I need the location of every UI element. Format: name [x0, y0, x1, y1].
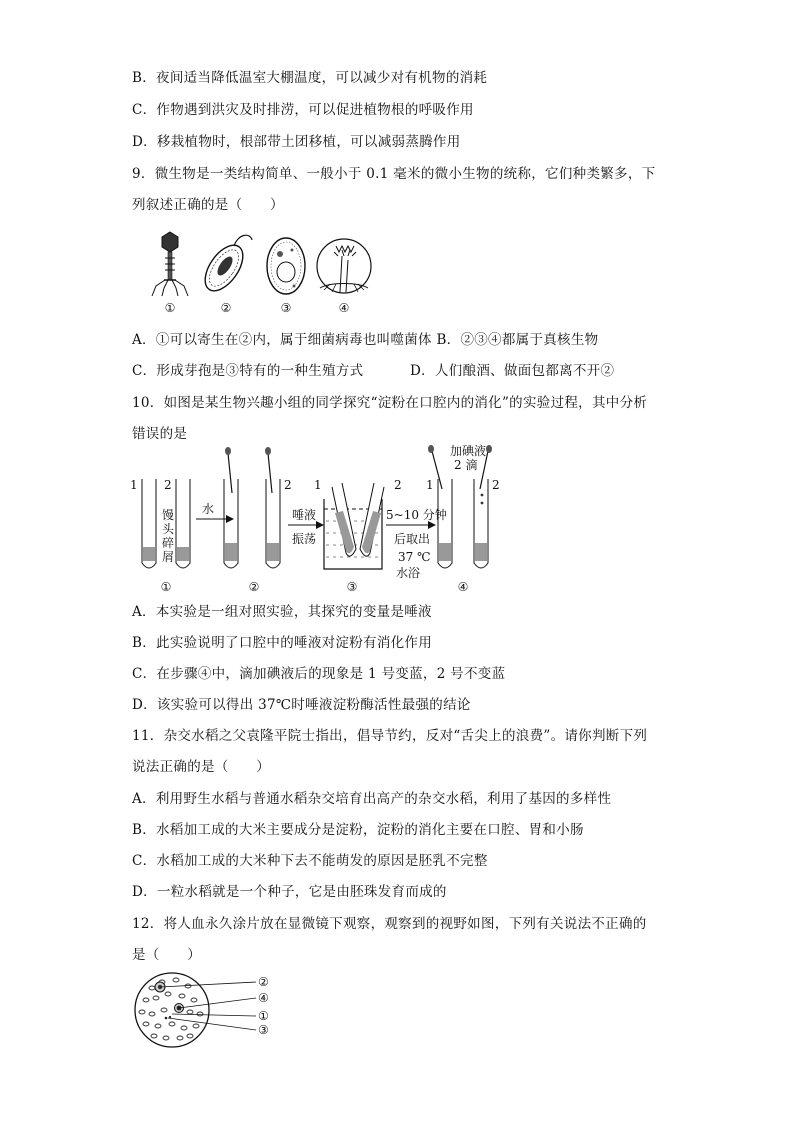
q11-option-a: A．利用野生水稻与普通水稻杂交培育出高产的杂交水稻，利用了基因的多样性: [132, 791, 612, 807]
q9-label-2: ②: [220, 301, 232, 315]
step2-tubes: [224, 447, 292, 594]
q12-blood-smear-figure: [132, 970, 280, 1050]
mold-drawing: [317, 239, 371, 293]
step3-water-bath: [314, 478, 402, 594]
step-label-2: ②: [248, 580, 260, 594]
q10-experiment-figure: [128, 443, 510, 595]
q8-option-d: D．移栽植物时，根部带土团移植，可以减弱蒸腾作用: [132, 134, 461, 150]
step-label-1: ①: [160, 580, 172, 594]
q12-stem-line1: 12．将人血永久涂片放在显微镜下观察，观察到的视野如图，下列有关说法不正确的: [132, 916, 647, 932]
bacteriophage-drawing: [152, 232, 188, 296]
q11-option-b: B．水稻加工成的大米主要成分是淀粉，淀粉的消化主要在口腔、胃和小肠: [132, 822, 584, 838]
time-label: 5~10 分钟: [386, 508, 447, 522]
iodine-drops-label: 2 滴: [454, 458, 478, 472]
step3-tube-label-2: 2: [394, 478, 402, 492]
q9-label-4: ④: [338, 301, 350, 315]
q11-option-d: D．一粒水稻就是一个种子，它是由胚珠发育而成的: [132, 884, 447, 900]
q8-option-c: C．作物遇到洪灾及时排涝，可以促进植物根的呼吸作用: [132, 102, 474, 118]
q11-option-c: C．水稻加工成的大米种下去不能萌发的原因是胚乳不完整: [132, 853, 488, 869]
mantou-char-1: 馒: [162, 508, 175, 522]
q9-stem-line1: 9．微生物是一类结构简单、一般小于 0.1 毫米的微小生物的统称，它们种类繁多，下: [132, 166, 656, 182]
step-label-3: ③: [346, 580, 358, 594]
q12-label-2: ②: [258, 975, 269, 989]
q12-stem-line2: 是（ ）: [132, 947, 201, 963]
takeout-label: 后取出: [394, 532, 431, 546]
q10-option-a: A．本实验是一组对照实验，其探究的变量是唾液: [132, 604, 432, 620]
step4-tube-label-1: 1: [426, 478, 434, 492]
temperature-label: 37 ℃: [398, 550, 431, 564]
q9-label-1: ①: [164, 301, 176, 315]
q10-option-b: B．此实验说明了口腔中的唾液对淀粉有消化作用: [132, 635, 433, 651]
tube-label-2: 2: [164, 478, 172, 492]
step1-tubes: [130, 478, 190, 594]
q10-stem-line1: 10．如图是某生物兴趣小组的同学探究“淀粉在口腔内的消化”的实验过程，其中分析: [132, 395, 648, 411]
mantou-char-4: 屑: [162, 550, 175, 564]
iodine-label: 加碘液: [450, 444, 487, 458]
step4-tube-label-2: 2: [492, 478, 500, 492]
q8-option-b: B．夜间适当降低温室大棚温度，可以减少对有机物的消耗: [132, 70, 488, 86]
mantou-char-3: 碎: [162, 536, 175, 550]
shake-label: 振荡: [292, 532, 317, 546]
q10-option-d: D．该实验可以得出 37℃时唾液淀粉酶活性最强的结论: [132, 697, 471, 713]
q10-stem-line2: 错误的是: [132, 426, 188, 442]
water-bath-label: 水浴: [396, 566, 421, 580]
saliva-label: 唾液: [292, 508, 317, 522]
q11-stem-line2: 说法正确的是（ ）: [132, 759, 270, 775]
q11-stem-line1: 11．杂交水稻之父袁隆平院士指出，倡导节约，反对“舌尖上的浪费”。请你判断下列: [132, 728, 648, 744]
q9-microbe-figure: [134, 226, 374, 318]
step-label-4: ④: [457, 580, 469, 594]
q9-option-ab: A．①可以寄生在②内，属于细菌病毒也叫噬菌体 B．②③④都属于真核生物: [132, 332, 599, 348]
q9-option-d: D．人们酿酒、做面包都离不开②: [410, 363, 615, 379]
step2-tube-label-2: 2: [284, 478, 292, 492]
bacterium-drawing: [198, 235, 252, 297]
water-label: 水: [202, 502, 215, 516]
tube-label-1: 1: [130, 478, 138, 492]
mantou-char-2: 头: [162, 522, 175, 536]
q12-label-4: ④: [258, 991, 269, 1005]
q12-label-1: ①: [258, 1009, 269, 1023]
q9-option-c: C．形成芽孢是③特有的一种生殖方式: [132, 363, 364, 379]
step3-tube-label-1: 1: [314, 478, 322, 492]
yeast-drawing: [267, 238, 305, 294]
q12-label-3: ③: [258, 1023, 269, 1037]
q10-option-c: C．在步骤④中，滴加碘液后的现象是 1 号变蓝，2 号不变蓝: [132, 666, 506, 682]
q9-stem-line2: 列叙述正确的是（ ）: [132, 197, 284, 213]
q9-label-3: ③: [280, 301, 292, 315]
